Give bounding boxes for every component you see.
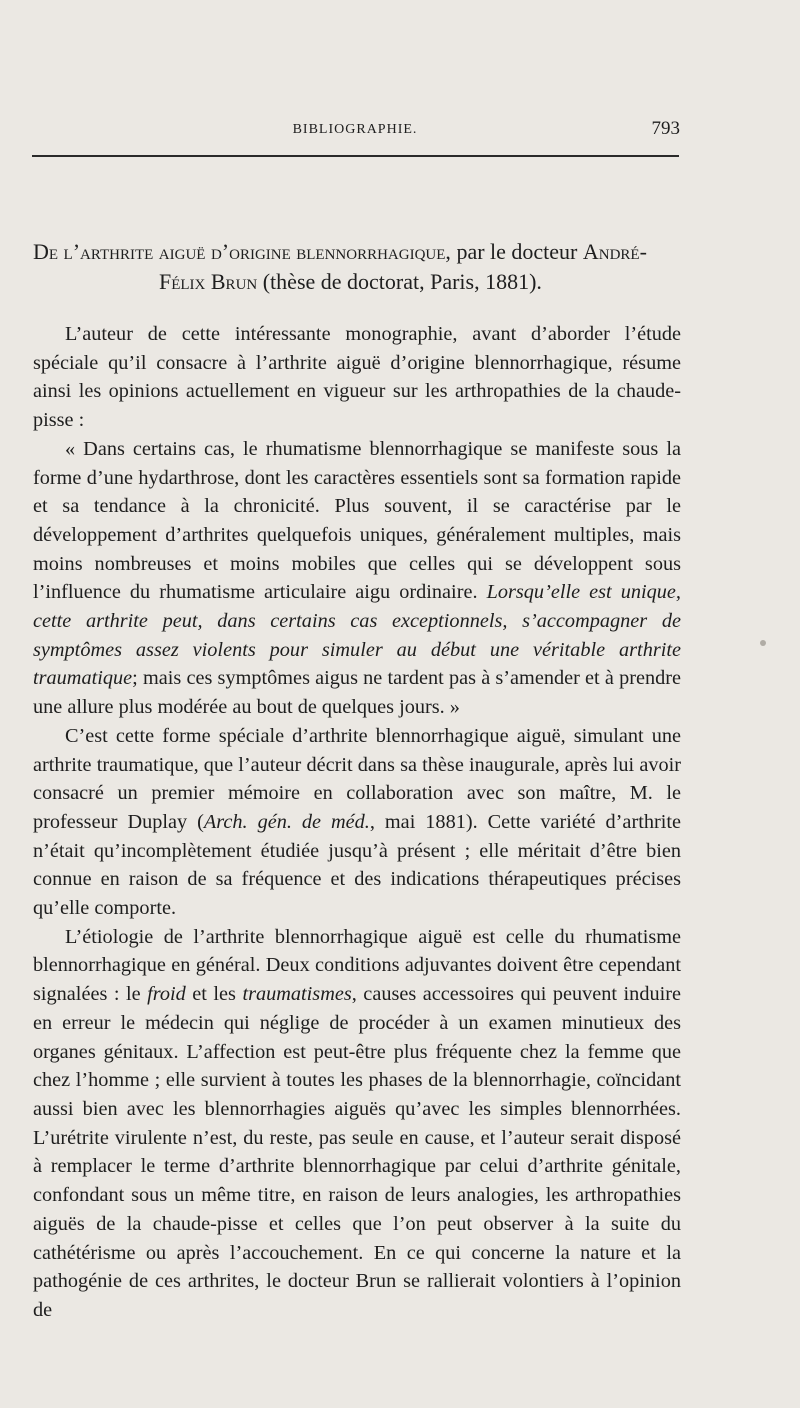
p4-text-c: , causes accessoires qui peuvent induire en erreur le médecin qui néglige de procéder à un examen minutieux des organes génitaux. L’affection est peut-être plus fréquente chez la femme que chez l’homme ; elle survient à toutes les phases de la blennorrhagie, coïncidant aussi bien avec les blennorrhagies aiguës qu’avec les simples blennorrhées. L’urétrite virulente n’est, du reste, pas seule en cause, et l’auteur serait disposé à remplacer le terme d’arthrite blennorrhagique par celui d’arthrite génitale, confondant sous un même titre, en raison de leurs analogies, les arthropathies aiguës de la chaude-pisse et celles que l’on peut observer à la suite du cathétérisme ou après l’accouchement. En ce qui concerne la nature et la pathogénie de ces arthrites, le docteur Brun se rallierait volontiers à l’opinion de xyxy=(33,983,681,1321)
p3-text-a: C’est cette forme spéciale d’arthrite blennorrhagique aiguë, simulant une arthrite traumatique, que l’auteur décrit dans sa thèse inaugurale, après lui avoir consacré un premier mémoire en collaboration avec son maître, M. le professeur Duplay ( xyxy=(33,724,681,833)
p4-traumatismes: traumatismes xyxy=(242,983,352,1006)
paragraph-3 xyxy=(33,722,681,923)
article-body xyxy=(33,320,681,1325)
p3-citation: Arch. gén. de méd. xyxy=(203,810,370,833)
p4-text-a: L’étiologie de l’arthrite blennorrhagique aiguë est celle du rhumatisme blennorrhagique en général. Deux conditions adjuvantes doivent être cependant signalées : le xyxy=(33,925,681,1006)
title-author-rest: Félix Brun xyxy=(159,269,258,294)
title-author-first: André- xyxy=(582,239,647,264)
paragraph-4 xyxy=(33,923,681,1325)
page-number: 793 xyxy=(651,118,680,139)
title-line-2 xyxy=(33,267,681,297)
quote-italic: Lorsqu’elle est unique, cette arthrite peut, dans certains cas exceptionnels, s’accompagner de symptômes assez violents pour simuler au début une véritable arthrite traumatique xyxy=(33,581,681,690)
p4-text-b: et les xyxy=(185,983,243,1006)
running-title: BIBLIOGRAPHIE. xyxy=(292,122,418,137)
quote-text-b: ; mais ces symptômes aigus ne tardent pas à s’amender et à prendre une allure plus modérée au bout de quelques jours. » xyxy=(33,667,681,719)
page-header xyxy=(30,118,680,142)
p4-froid: froid xyxy=(147,983,186,1006)
title-subject: De l’arthrite aiguë d’origine blennorrhagique, xyxy=(33,239,451,264)
title-thesis: (thèse de doctorat, Paris, 1881). xyxy=(257,269,542,294)
paper-speck xyxy=(760,640,766,646)
header-rule xyxy=(32,155,679,157)
title-by: par le docteur xyxy=(450,239,583,264)
paragraph-2-quote xyxy=(33,435,681,722)
paragraph-1: L’auteur de cette intéressante monographie, avant d’aborder l’étude spéciale qu’il consacre à l’arthrite aiguë d’origine blennorrhagique, résume ainsi les opinions actuellement en vigueur sur les arthropathies de la chaude-pisse : xyxy=(33,323,681,432)
quote-text-a: « Dans certains cas, le rhumatisme blennorrhagique se manifeste sous la forme d’une hydarthrose, dont les caractères essentiels sont sa formation rapide et sa tendance à la chronicité. Plus souvent, il se caractérise par le développement d’arthrites quelquefois uniques, généralement multiples, mais moins nombreuses et moins mobiles que celles qui se développent sous l’influence du rhumatisme articulaire aigu ordinaire. xyxy=(33,437,681,604)
article-title xyxy=(33,237,681,297)
p3-text-b: , mai 1881). Cette variété d’arthrite n’était qu’incomplètement étudiée jusqu’à présent ; elle méritait d’être bien connue en raison de sa fréquence et des indications thérapeutiques précises qu’elle comporte. xyxy=(33,810,681,920)
